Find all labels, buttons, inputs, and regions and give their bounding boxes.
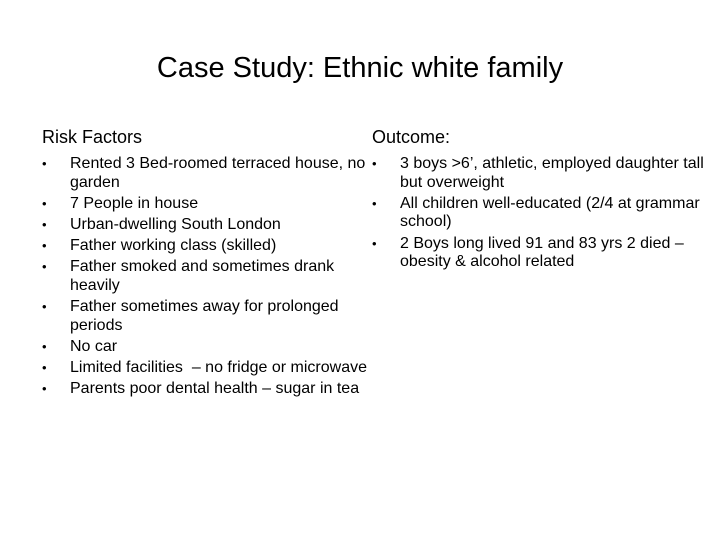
list-item bbox=[372, 235, 720, 272]
list-item bbox=[42, 380, 370, 399]
list-item bbox=[42, 258, 370, 295]
slide-title: Case Study: Ethnic white family bbox=[156, 52, 564, 84]
outcome-heading: Outcome: bbox=[372, 127, 451, 147]
outcome-text: All children well-educated (2/4 at grammar school) bbox=[400, 194, 700, 231]
bullet-icon: • bbox=[42, 299, 47, 315]
bullet-icon: • bbox=[42, 216, 47, 232]
bullet-icon: • bbox=[42, 259, 47, 275]
risk-factor-text: Urban-dwelling South London bbox=[70, 215, 281, 233]
bullet-icon: • bbox=[42, 156, 47, 171]
risk-factor-text: No car bbox=[70, 337, 118, 355]
list-item bbox=[42, 155, 370, 192]
risk-factor-text: Parents poor dental health – sugar in tea bbox=[70, 380, 360, 398]
list-item bbox=[42, 237, 370, 256]
bullet-icon: • bbox=[372, 235, 377, 251]
list-item bbox=[42, 298, 370, 335]
risk-factor-text: Father working class (skilled) bbox=[70, 237, 277, 255]
risk-factor-text: Father sometimes away for prolonged periods bbox=[70, 298, 339, 334]
risk-factor-text: Father smoked and sometimes drank heavily bbox=[70, 258, 335, 294]
risk-factor-text: Limited facilities – no fridge or microwave bbox=[70, 359, 368, 377]
bullet-icon: • bbox=[42, 360, 47, 376]
bullet-icon: • bbox=[42, 381, 47, 397]
outcome-text: 3 boys >6’, athletic, employed daughter tall but overweight bbox=[400, 155, 704, 191]
outcome-text: 2 Boys long lived 91 and 83 yrs 2 died – obesity & alcohol related bbox=[400, 234, 684, 271]
bullet-icon: • bbox=[42, 195, 47, 211]
risk-factor-text: Rented 3 Bed-roomed terraced house, no garden bbox=[70, 155, 366, 191]
list-item bbox=[372, 195, 720, 232]
list-item bbox=[42, 216, 370, 235]
list-item bbox=[42, 359, 370, 378]
list-item bbox=[372, 155, 720, 192]
bullet-icon: • bbox=[42, 338, 47, 354]
bullet-icon: • bbox=[372, 156, 377, 171]
list-item bbox=[42, 195, 370, 214]
outcome-list bbox=[372, 155, 702, 272]
risk-factors-column bbox=[42, 126, 368, 401]
bullet-icon: • bbox=[42, 238, 47, 254]
outcome-column bbox=[372, 126, 702, 274]
risk-factors-list bbox=[42, 155, 368, 399]
risk-factors-heading: Risk Factors bbox=[42, 127, 143, 147]
bullet-icon: • bbox=[372, 195, 377, 211]
risk-factor-text: 7 People in house bbox=[70, 194, 199, 212]
list-item bbox=[42, 338, 370, 357]
